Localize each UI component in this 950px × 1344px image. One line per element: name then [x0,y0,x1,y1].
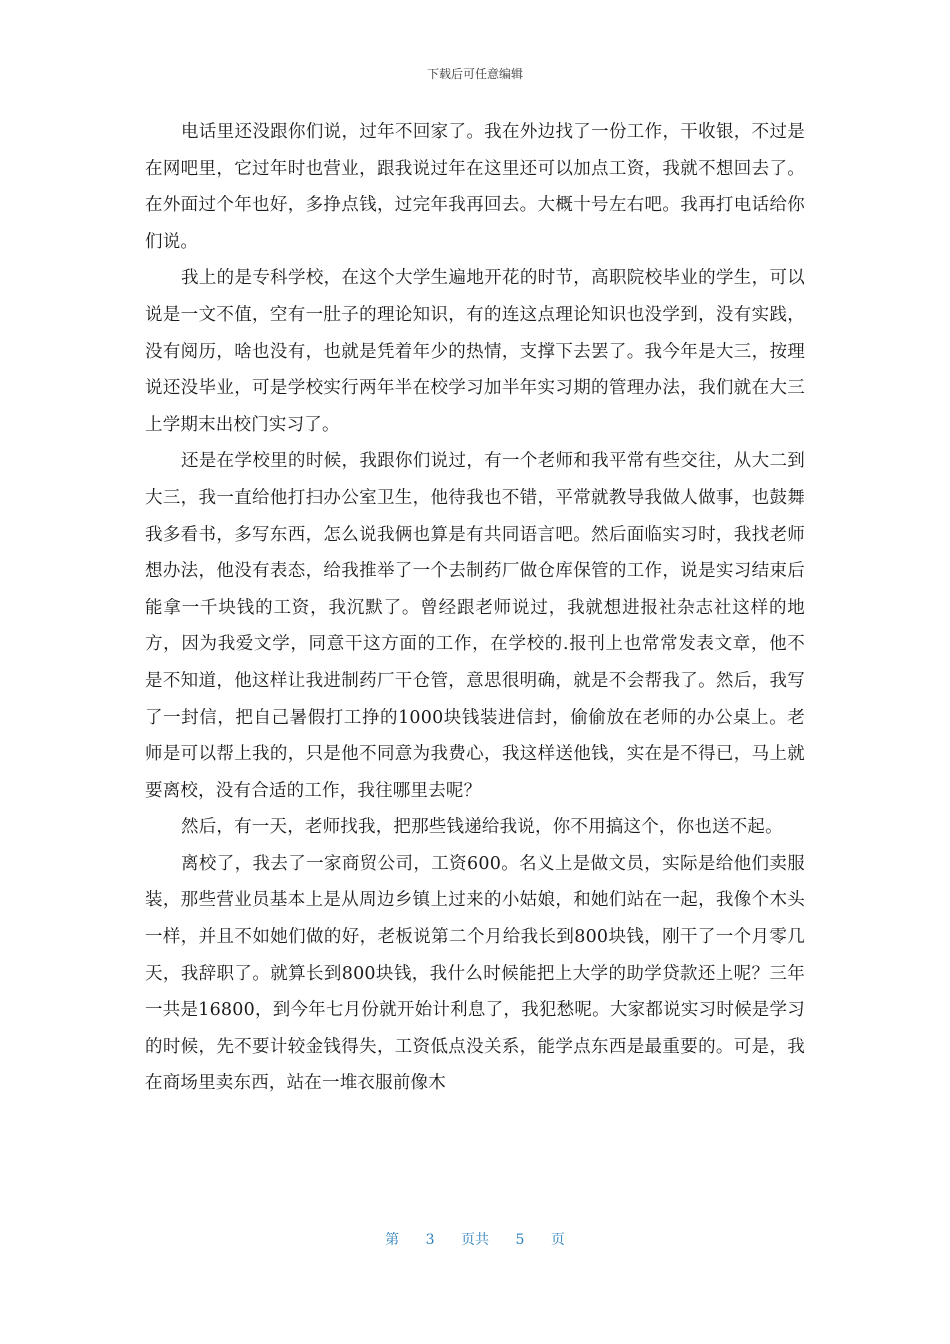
page-header-note: 下载后可任意编辑 [426,67,523,81]
total-pages-number: 5 [515,1232,525,1248]
footer-suffix: 页 [550,1232,565,1248]
current-page-number: 3 [425,1232,435,1248]
document-body [145,114,805,1102]
paragraph-3: 还是在学校里的时候，我跟你们说过，有一个老师和我平常有些交往，从大二到大三，我一直给他打扫办公室卫生，他待我也不错，平常就教导我做人做事，也鼓舞我多看书，多写东西，怎么说我俩也算是有共同语言吧。然后面临实习时，我找老师想办法，他没有表态，给我推举了一个去制药厂做仓库保管的工作，说是实习结束后能拿一千块钱的工资，我沉默了。曾经跟老师说过，我就想进报社杂志社这样的地方，因为我爱文学，同意干这方面的工作，在学校的.报刊上也常常发表文章，他不是不知道，他这样让我进制药厂干仓管，意思很明确，就是不会帮我了。然后，我写了一封信，把自己暑假打工挣的1000块钱装进信封，偷偷放在老师的办公桌上。老师是可以帮上我的，只是他不同意为我费心，我这样送他钱，实在是不得已，马上就要离校，没有合适的工作，我往哪里去呢？ [145,451,805,801]
paragraph-2: 我上的是专科学校，在这个大学生遍地开花的时节，高职院校毕业的学生，可以说是一文不值，空有一肚子的理论知识，有的连这点理论知识也没学到，没有实践，没有阅历，啥也没有，也就是凭着年少的热情，支撑下去罢了。我今年是大三，按理说还没毕业，可是学校实行两年半在校学习加半年实习期的管理办法，我们就在大三上学期末出校门实习了。 [145,268,805,435]
footer-prefix: 第 [385,1232,400,1248]
paragraph-1: 电话里还没跟你们说，过年不回家了。我在外边找了一份工作，干收银，不过是在网吧里，它过年时也营业，跟我说过年在这里还可以加点工资，我就不想回去了。在外面过个年也好，多挣点钱，过完年我再回去。大概十号左右吧。我再打电话给你们说。 [145,122,805,252]
page-number-footer [0,1230,950,1250]
footer-middle: 页共 [461,1232,489,1248]
paragraph-4: 然后，有一天，老师找我，把那些钱递给我说，你不用搞这个，你也送不起。 [181,817,783,838]
paragraph-5: 离校了，我去了一家商贸公司，工资600。名义上是做文员，实际是给他们卖服装，那些营业员基本上是从周边乡镇上过来的小姑娘，和她们站在一起，我像个木头一样，并且不如她们做的好，老板说第二个月给我长到800块钱，刚干了一个月零几天，我辞职了。就算长到800块钱，我什么时候能把上大学的助学贷款还上呢？三年一共是16800，到今年七月份就开始计利息了，我犯愁呢。大家都说实习时候是学习的时候，先不要计较金钱得失，工资低点没关系，能学点东西是最重要的。可是，我在商场里卖东西，站在一堆衣服前像木 [145,853,805,1094]
